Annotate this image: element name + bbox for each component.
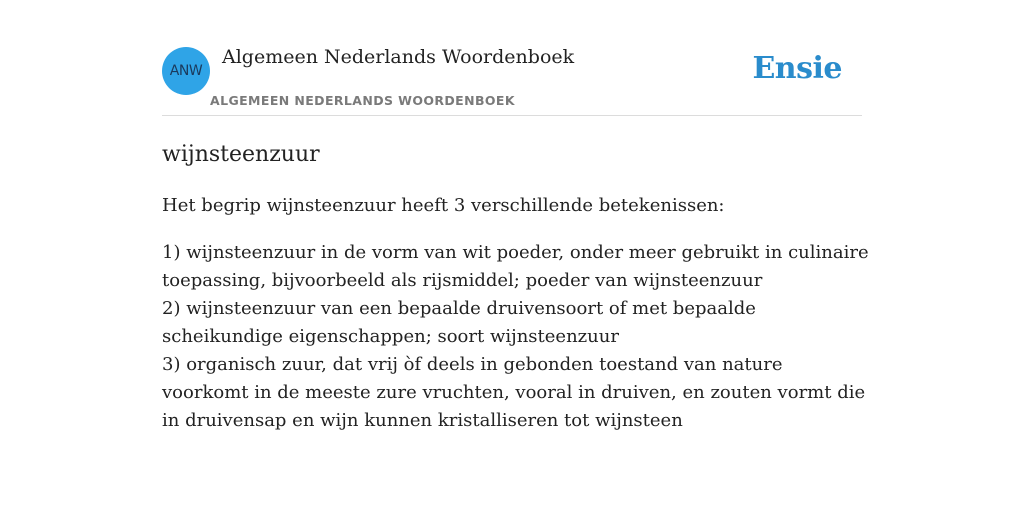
entry-word: wijnsteenzuur [162, 142, 320, 167]
dictionary-subtitle: ALGEMEEN NEDERLANDS WOORDENBOEK [210, 93, 515, 108]
dictionary-title[interactable]: Algemeen Nederlands Woordenboek [222, 46, 575, 68]
meanings-list [162, 239, 872, 435]
anw-logo[interactable] [162, 47, 210, 95]
ensie-brand-link[interactable]: Ensie [752, 51, 842, 86]
meaning-item: 1) wijnsteenzuur in de vorm van wit poeder, onder meer gebruikt in culinaire toepassing, bijvoorbeeld als rijsmiddel; poeder van wijnsteenzuur [162, 242, 869, 291]
meaning-item: 2) wijnsteenzuur van een bepaalde druivensoort of met bepaalde scheikundige eigenschappen; soort wijnsteenzuur [162, 298, 756, 347]
logo-text: ANW [169, 63, 203, 79]
meaning-item: 3) organisch zuur, dat vrij òf deels in gebonden toestand van nature voorkomt in de meeste zure vruchten, vooral in druiven, en zouten vormt die in druivensap en wijn kunnen kristalliseren tot wijnsteen [162, 354, 866, 431]
entry-intro: Het begrip wijnsteenzuur heeft 3 verschillende betekenissen: [162, 195, 725, 216]
entry-content [162, 140, 872, 435]
site-header [162, 46, 862, 116]
